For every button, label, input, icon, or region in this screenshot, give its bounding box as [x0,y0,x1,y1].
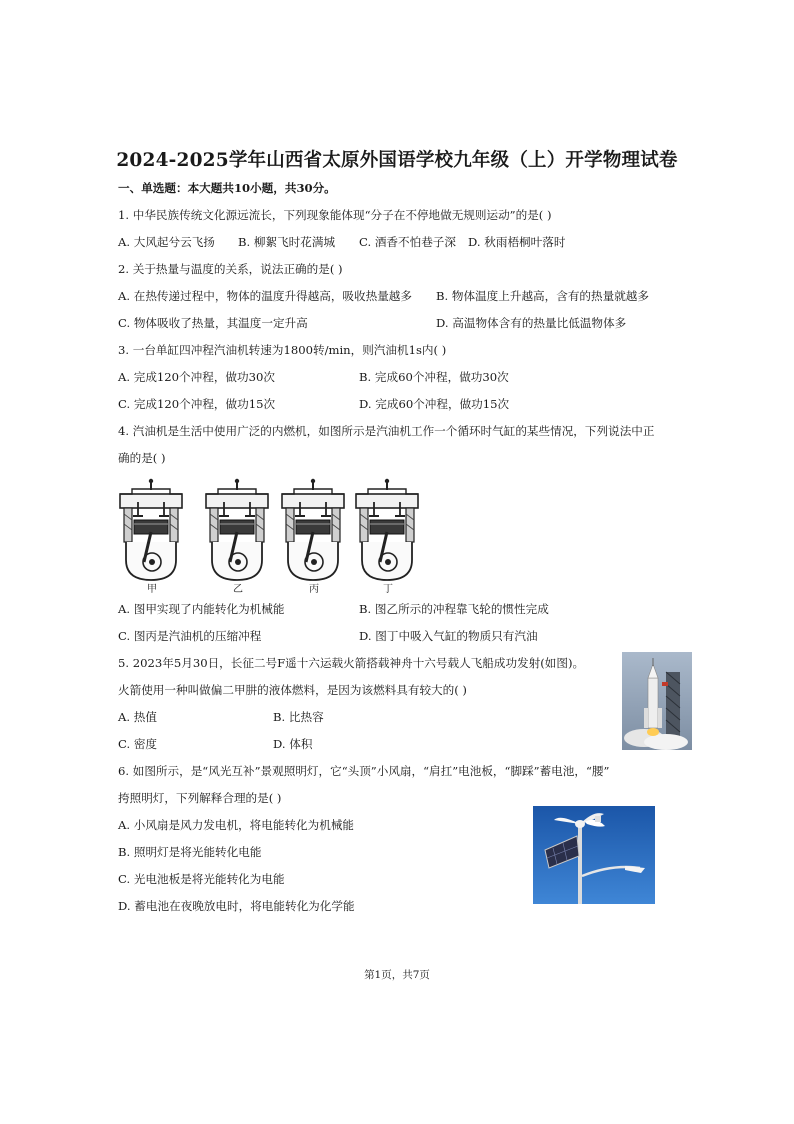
page-title: 2024-2025学年山西省太原外国语学校九年级（上）开学物理试卷 [116,150,678,171]
q2-option-c: C. 物体吸收了热量，其温度一定升高 [118,316,308,330]
q1-option-c: C. 酒香不怕巷子深 [359,235,456,249]
q4-option-c: C. 图丙是汽油机的压缩冲程 [118,629,262,643]
figure-label-ding: 丁 [383,584,393,595]
q6-option-a: A. 小风扇是风力发电机，将电能转化为机械能 [118,818,355,832]
figure-label-bing: 丙 [309,584,319,595]
q3-option-c: C. 完成120个冲程，做功15次 [118,397,276,411]
q3-option-b: B. 完成60个冲程，做功30次 [359,370,509,384]
question-6-stem-line1: 6. 如图所示，是“风光互补”景观照明灯，它“头顶”小风扇，“肩扛”电池板，“脚踩”蓄电池，“腰” [118,764,610,778]
wind-solar-lamp-photo [533,806,655,904]
q4-option-a: A. 图甲实现了内能转化为机械能 [118,602,285,616]
q5-option-d: D. 体积 [273,737,313,751]
q3-option-a: A. 完成120个冲程，做功30次 [118,370,275,384]
q5-option-c: C. 密度 [118,737,158,751]
question-5-stem-line2: 火箭使用一种叫做偏二甲肼的液体燃料，是因为该燃料具有较大的( ) [118,683,467,697]
section-heading: 一、单选题：本大题共10小题，共30分。 [118,181,336,195]
question-2-stem: 2. 关于热量与温度的关系，说法正确的是( ) [118,262,343,276]
rocket-launch-photo [622,652,692,750]
figure-label-jia: 甲 [147,584,157,595]
question-4-stem-line1: 4. 汽油机是生活中使用广泛的内燃机，如图所示是汽油机工作一个循环时气缸的某些情况，下列说法中正 [118,424,655,438]
page-footer: 第1页，共7页 [364,969,430,981]
q2-option-d: D. 高温物体含有的热量比低温物体多 [436,316,627,330]
q5-option-a: A. 热值 [118,710,157,724]
q2-option-a: A. 在热传递过程中，物体的温度升得越高，吸收热量越多 [118,289,412,303]
q4-option-b: B. 图乙所示的冲程靠飞轮的惯性完成 [359,602,549,616]
figure-label-yi: 乙 [233,584,243,595]
q1-option-b: B. 柳絮飞时花满城 [238,235,336,249]
q2-option-b: B. 物体温度上升越高，含有的热量就越多 [436,289,649,303]
question-1-stem: 1. 中华民族传统文化源远流长，下列现象能体现“分子在不停地做无规则运动”的是( ) [118,208,552,222]
question-4-stem-line2: 确的是( ) [118,451,166,465]
q1-option-d: D. 秋雨梧桐叶落时 [468,235,566,249]
question-3-stem: 3. 一台单缸四冲程汽油机转速为1800转/min，则汽油机1s内( ) [118,343,447,357]
rocket-illustration [622,652,692,750]
q1-option-a: A. 大风起兮云飞扬 [118,235,215,249]
engine-cylinders-diagram [116,476,436,592]
q6-option-c: C. 光电池板是将光能转化为电能 [118,872,285,886]
wind-solar-lamp-illustration [533,806,655,904]
q3-option-d: D. 完成60个冲程，做功15次 [359,397,510,411]
question-5-stem-line1: 5. 2023年5月30日，长征二号F遥十六运载火箭搭载神舟十六号载人飞船成功发射(如图)。 [118,656,585,670]
q4-option-d: D. 图丁中吸入气缸的物质只有汽油 [359,629,538,643]
q5-option-b: B. 比热容 [273,710,324,724]
q6-option-b: B. 照明灯是将光能转化电能 [118,845,262,859]
q6-option-d: D. 蓄电池在夜晚放电时，将电能转化为化学能 [118,899,355,913]
question-6-stem-line2: 挎照明灯，下列解释合理的是( ) [118,791,282,805]
engine-stroke-figure [116,476,436,595]
